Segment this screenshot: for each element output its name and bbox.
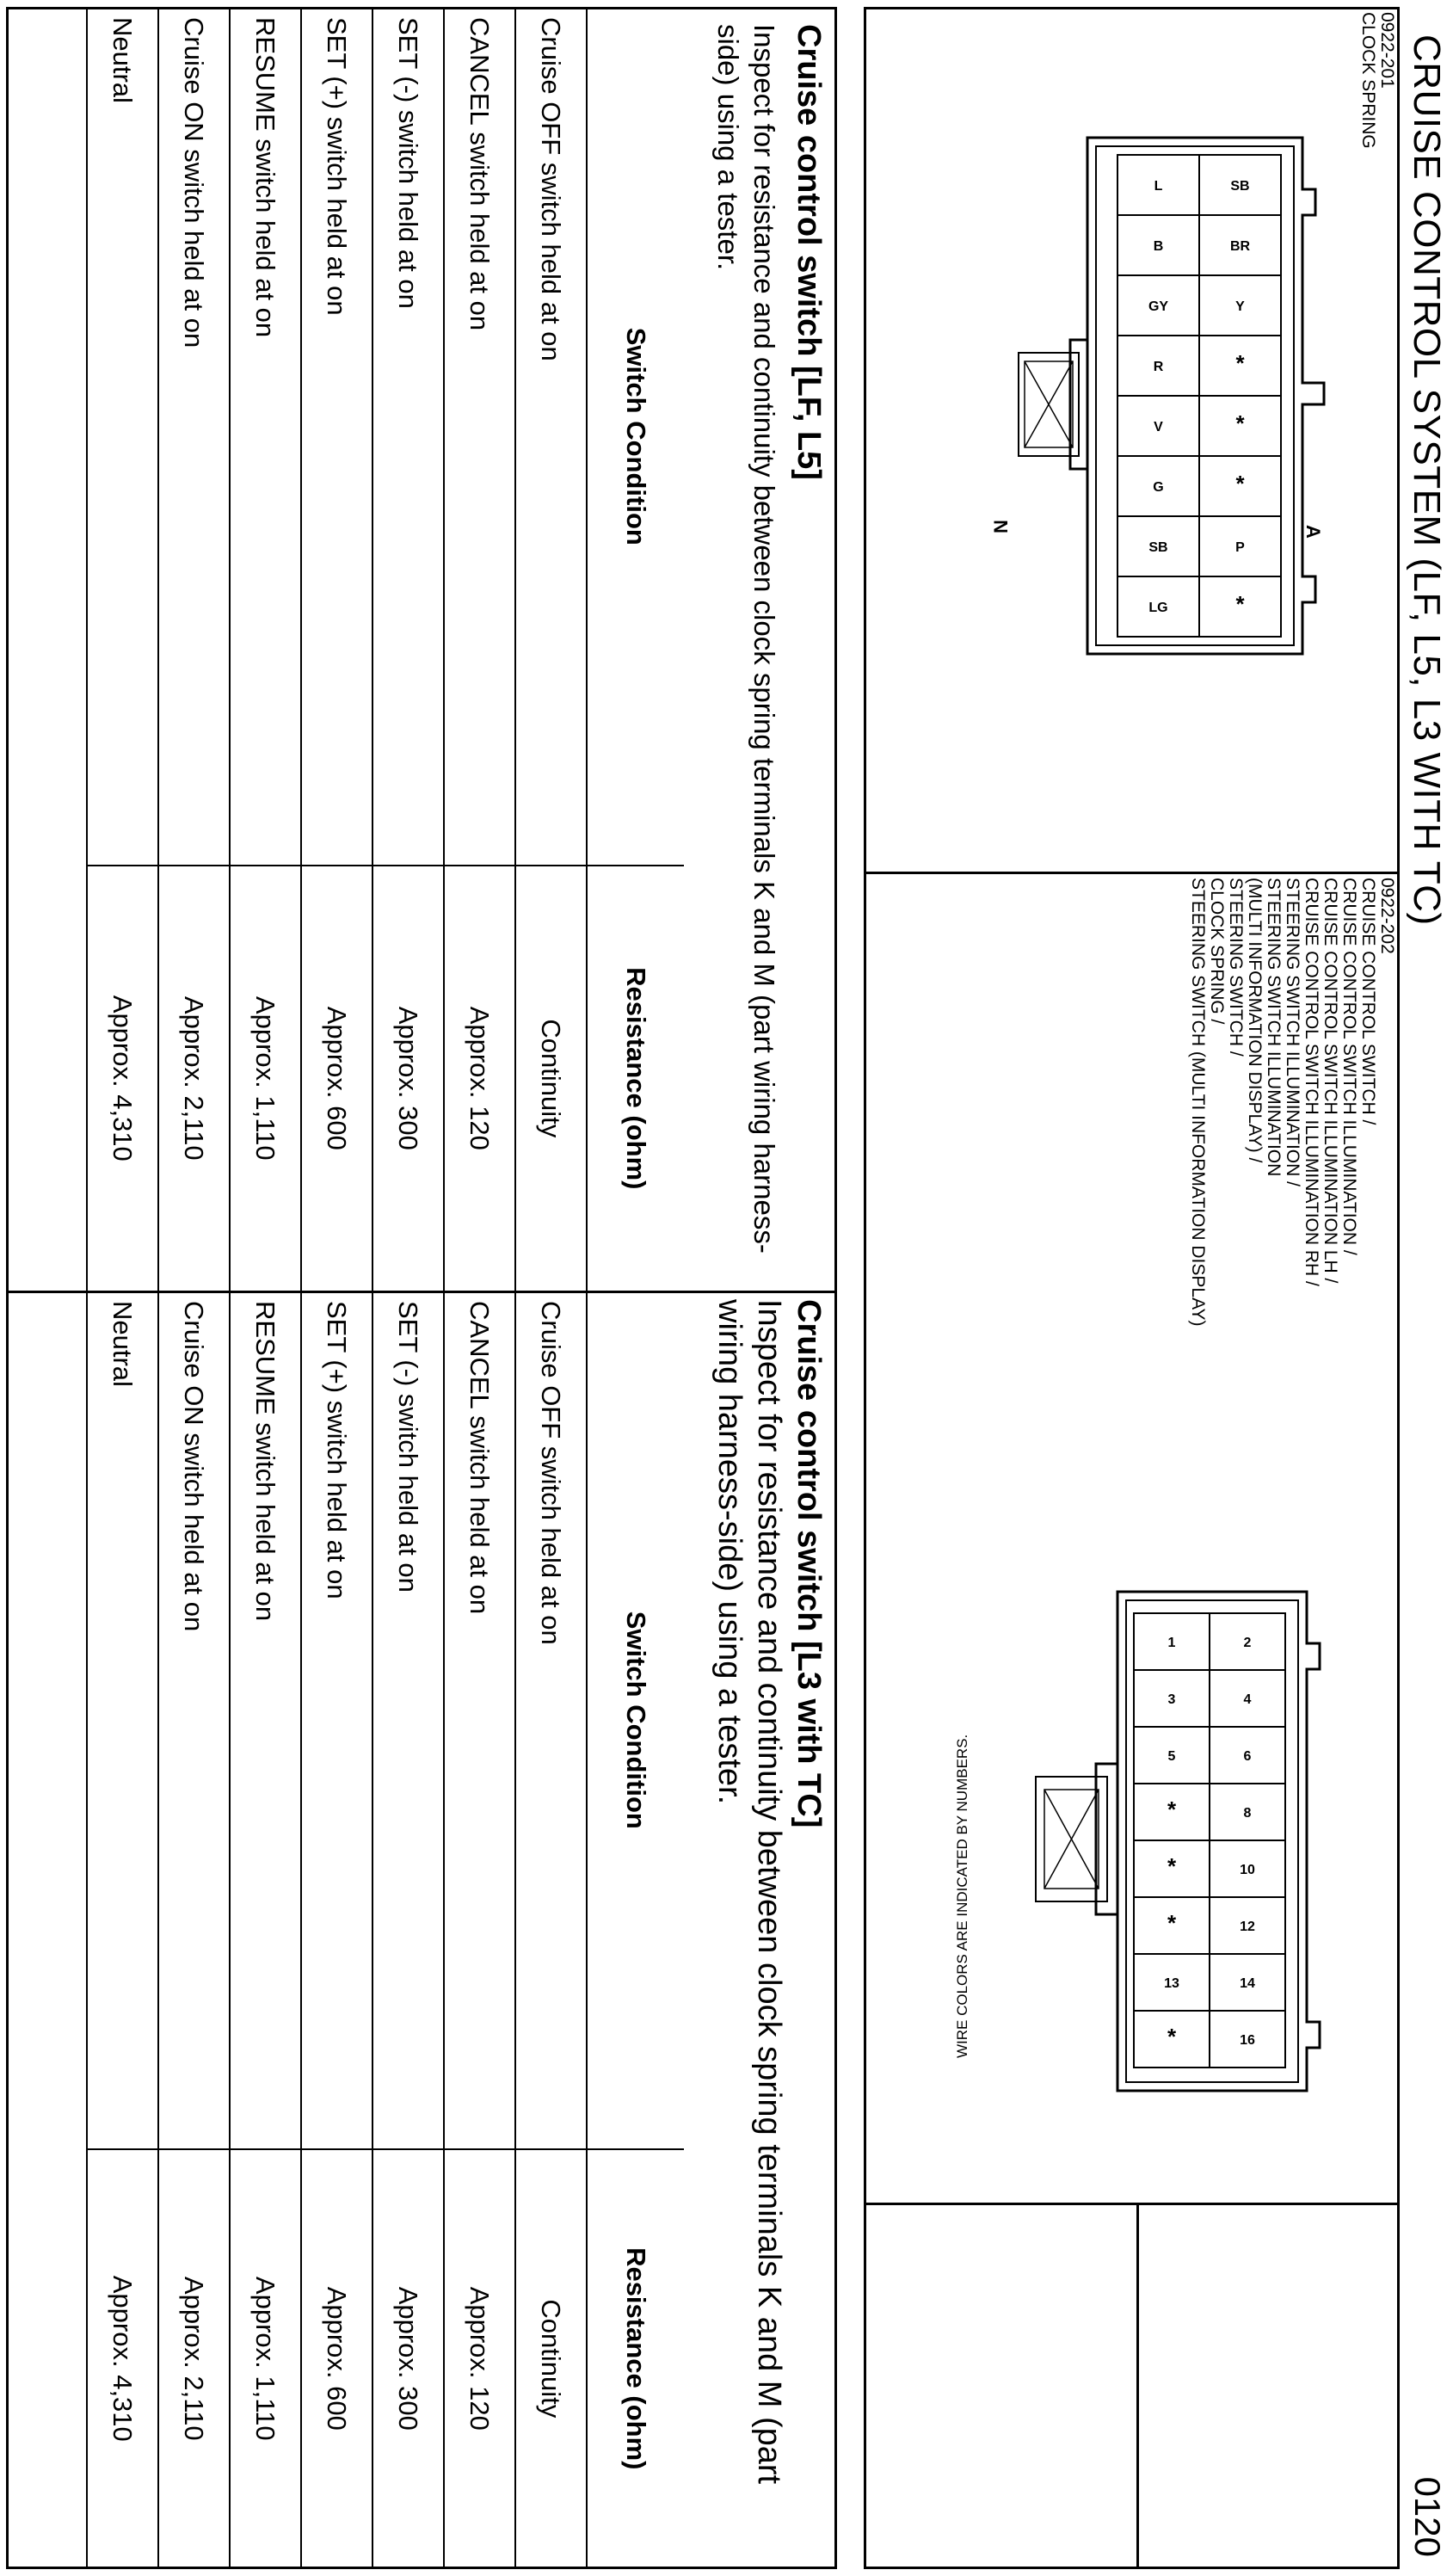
pin-label: 12	[1240, 1920, 1255, 1934]
pin-label: 5	[1167, 1749, 1176, 1764]
pin-label: *	[1235, 410, 1245, 436]
pin-label: *	[1167, 1853, 1177, 1879]
connector-202-name-line: (MULTI INFORMATION DISPLAY) /	[1245, 878, 1265, 1163]
pin-label: 6	[1243, 1749, 1252, 1764]
switch-condition-cell: Cruise OFF switch held at on	[515, 1291, 587, 2149]
pin-label: 13	[1164, 1976, 1179, 1991]
table-row	[158, 8, 230, 1291]
pin-label: 14	[1240, 1976, 1255, 1991]
pin-label: LG	[1148, 601, 1168, 615]
pin-label: 10	[1240, 1863, 1255, 1877]
switch-condition-cell: Neutral	[87, 1291, 158, 2149]
switch-condition-cell: Cruise ON switch held at on	[158, 1291, 230, 2149]
table-row	[372, 1291, 444, 2568]
pin-label: 1	[1167, 1636, 1176, 1650]
clock-spring-connector-diagram	[988, 120, 1333, 671]
pin-label: *	[1235, 350, 1245, 376]
pin-label: 2	[1243, 1636, 1252, 1650]
pin-label: *	[1167, 1910, 1177, 1936]
table-row	[444, 8, 515, 1291]
blank-box-divider	[864, 2203, 1400, 2205]
table-row	[158, 1291, 230, 2568]
pin-label: G	[1153, 480, 1164, 495]
switch-condition-cell: SET (-) switch held at on	[372, 1291, 444, 2149]
resistance-cell: Approx. 120	[444, 866, 515, 1291]
pin-label: SB	[1230, 179, 1250, 194]
pin-label: *	[1167, 1796, 1177, 1822]
pin-label: BR	[1229, 239, 1251, 254]
pin-label: SB	[1148, 540, 1168, 555]
resistance-cell: Approx. 2,110	[158, 2149, 230, 2568]
connector-202-name-line: CLOCK SPRING /	[1207, 878, 1227, 1025]
table-row	[515, 8, 587, 1291]
table-row	[301, 8, 372, 1291]
right-resistance-table	[86, 1291, 684, 2569]
pin-label: L	[1154, 179, 1163, 194]
resistance-cell: Approx. 1,110	[230, 866, 301, 1291]
left-resistance-table	[86, 7, 684, 1292]
blank-box-divider	[1136, 2203, 1139, 2569]
table-row	[87, 1291, 158, 2568]
pin-label: GY	[1148, 299, 1169, 314]
connector-202-code: 0922-202	[1377, 878, 1397, 954]
steering-switch-connector-diagram	[1014, 1575, 1333, 2108]
table-row	[230, 8, 301, 1291]
connector-202-name-line: CRUISE CONTROL SWITCH ILLUMINATION RH /	[1302, 878, 1321, 1286]
switch-condition-cell: RESUME switch held at on	[230, 8, 301, 866]
resistance-cell: Continuity	[515, 866, 587, 1291]
pin-label: R	[1153, 360, 1164, 374]
switch-condition-cell: Cruise ON switch held at on	[158, 8, 230, 866]
pin-label: V	[1154, 420, 1163, 434]
connector-202-name-line: STEERING SWITCH ILLUMINATION	[1264, 878, 1284, 1177]
right-section-title: Cruise control switch [L3 with TC]	[791, 1299, 827, 1828]
table-row	[372, 8, 444, 1291]
switch-condition-header: Switch Condition	[587, 1291, 684, 2149]
resistance-header: Resistance (ohm)	[587, 866, 684, 1291]
switch-condition-cell: RESUME switch held at on	[230, 1291, 301, 2149]
right-section-instruction: Inspect for resistance and continuity between clock spring terminals K and M (part wiring harness-side) using a tester.	[711, 1299, 787, 2485]
switch-condition-cell: SET (+) switch held at on	[301, 8, 372, 866]
resistance-cell: Approx. 4,310	[87, 866, 158, 1291]
left-section-title: Cruise control switch [LF, L5]	[791, 24, 827, 480]
pin-label: P	[1235, 540, 1245, 555]
pin-label: 8	[1243, 1806, 1252, 1821]
connector-201-label-top: A	[1302, 525, 1324, 539]
resistance-header: Resistance (ohm)	[587, 2149, 684, 2568]
connector-202-name-line: CRUISE CONTROL SWITCH /	[1358, 878, 1378, 1125]
wire-colors-note: WIRE COLORS ARE INDICATED BY NUMBERS.	[954, 1734, 970, 2058]
connector-201-name: CLOCK SPRING	[1358, 12, 1378, 149]
resistance-cell: Approx. 300	[372, 2149, 444, 2568]
pin-label: 4	[1243, 1692, 1252, 1707]
switch-condition-cell: SET (+) switch held at on	[301, 1291, 372, 2149]
switch-condition-cell: SET (-) switch held at on	[372, 8, 444, 866]
pin-label: Y	[1235, 299, 1245, 314]
left-section-instruction: Inspect for resistance and continuity between clock spring terminals K and M (part wiring harness-side) using a tester.	[712, 24, 780, 1254]
page-title: CRUISE CONTROL SYSTEM (LF, L5, L3 WITH TC)	[1406, 34, 1448, 926]
switch-condition-header: Switch Condition	[587, 8, 684, 866]
connector-202-name-line: CRUISE CONTROL SWITCH ILLUMINATION LH /	[1321, 878, 1340, 1284]
resistance-cell: Approx. 600	[301, 866, 372, 1291]
switch-condition-cell: CANCEL switch held at on	[444, 1291, 515, 2149]
switch-condition-cell: Cruise OFF switch held at on	[515, 8, 587, 866]
table-row	[230, 1291, 301, 2568]
connector-201-code: 0922-201	[1377, 12, 1397, 89]
resistance-cell: Approx. 300	[372, 866, 444, 1291]
connector-202-name-line: STEERING SWITCH ILLUMINATION /	[1283, 878, 1302, 1186]
resistance-cell: Approx. 600	[301, 2149, 372, 2568]
connector-divider	[864, 872, 1400, 874]
page-number: 0120	[1407, 2476, 1448, 2557]
resistance-cell: Continuity	[515, 2149, 587, 2568]
table-row	[515, 1291, 587, 2568]
switch-condition-cell: Neutral	[87, 8, 158, 866]
pin-label: B	[1153, 239, 1164, 254]
connector-202-name-line: CRUISE CONTROL SWITCH ILLUMINATION /	[1339, 878, 1359, 1255]
pin-label: 16	[1240, 2033, 1255, 2048]
resistance-cell: Approx. 120	[444, 2149, 515, 2568]
table-row	[444, 1291, 515, 2568]
resistance-cell: Approx. 4,310	[87, 2149, 158, 2568]
pin-label: 3	[1167, 1692, 1176, 1707]
resistance-cell: Approx. 1,110	[230, 2149, 301, 2568]
connector-201-label-bottom: N	[990, 520, 1012, 533]
pin-label: *	[1235, 471, 1245, 496]
resistance-cell: Approx. 2,110	[158, 866, 230, 1291]
pin-label: *	[1167, 2024, 1177, 2049]
connector-202-name-line: STEERING SWITCH (MULTI INFORMATION DISPLAY)	[1188, 878, 1208, 1327]
table-row	[87, 8, 158, 1291]
table-row	[301, 1291, 372, 2568]
switch-condition-cell: CANCEL switch held at on	[444, 8, 515, 866]
connector-202-name-line: STEERING SWITCH /	[1226, 878, 1246, 1057]
pin-label: *	[1235, 591, 1245, 617]
